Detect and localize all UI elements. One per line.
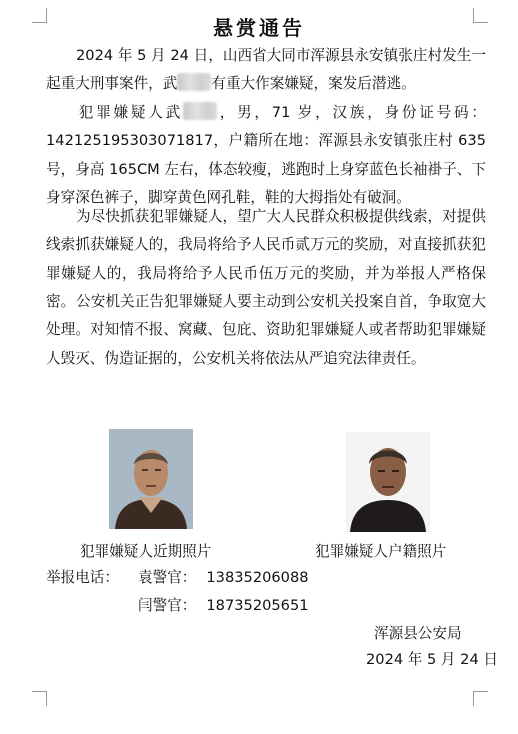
officer-name: 袁警官： <box>138 569 197 586</box>
case-text-b: 有重大作案嫌疑，案发后潜逃。 <box>211 75 416 93</box>
id-photo-caption: 犯罪嫌疑人户籍照片 <box>315 543 447 560</box>
officer-contact-row <box>138 566 309 587</box>
suspect-text-b: ，男，71 岁，汉族，身份证号码：142125195303071817，户籍所在地：浑源县永安镇张庄村 635 号，身高 165CM 左右，体态较瘦，逃跑时上身穿蓝色长袖褂子、下身穿深色裤子，脚穿黄色网孔鞋，鞋的大拇指处有破洞。 <box>46 104 486 207</box>
redacted-name <box>177 73 211 91</box>
crop-mark-bottom-left <box>32 691 47 706</box>
warning-text: 公安机关正告犯罪嫌疑人要主动到公安机关投案自首，争取宽大处理。对知情不报、窝藏、包庇、资助犯罪嫌疑人或者帮助犯罪嫌疑人毁灭、伪造证据的，公安机关将依法从严追究法律责任。 <box>46 293 486 367</box>
suspect-recent-photo-icon <box>109 429 193 529</box>
redacted-name <box>183 102 217 120</box>
suspect-recent-photo <box>109 429 193 529</box>
suspect-id-photo-icon <box>346 432 430 532</box>
notice-title: 悬赏通告 <box>213 16 305 40</box>
issue-date: 2024 年 5 月 24 日 <box>366 651 498 668</box>
issuing-organization: 浑源县公安局 <box>374 625 462 642</box>
reward-text: 为尽快抓获犯罪嫌疑人，望广大人民群众积极提供线索，对提供线索抓获嫌疑人的，我局将给予人民币贰万元的奖励，对直接抓获犯罪嫌疑人的，我局将给予人民币伍万元的奖励，并为举报人严格保密。 <box>46 208 486 311</box>
suspect-id-photo <box>346 432 430 532</box>
case-text-a: 2024 年 5 月 24 日，山西省大同市浑源县永安镇张庄村发生一起重大刑事案件，武 <box>46 47 486 93</box>
report-phone-label: 举报电话： <box>46 569 119 586</box>
suspect-description-paragraph <box>46 99 486 213</box>
officer-name: 闫警官： <box>138 597 197 614</box>
warning-paragraph <box>46 288 486 373</box>
recent-photo-caption: 犯罪嫌疑人近期照片 <box>80 543 212 560</box>
officer-phone: 13835206088 <box>206 569 309 586</box>
crop-mark-bottom-right <box>473 691 488 706</box>
officer-contact-row <box>138 594 309 615</box>
officer-phone: 18735205651 <box>206 597 309 614</box>
suspect-text-a: 犯罪嫌疑人武 <box>76 104 183 121</box>
case-paragraph <box>46 42 486 99</box>
